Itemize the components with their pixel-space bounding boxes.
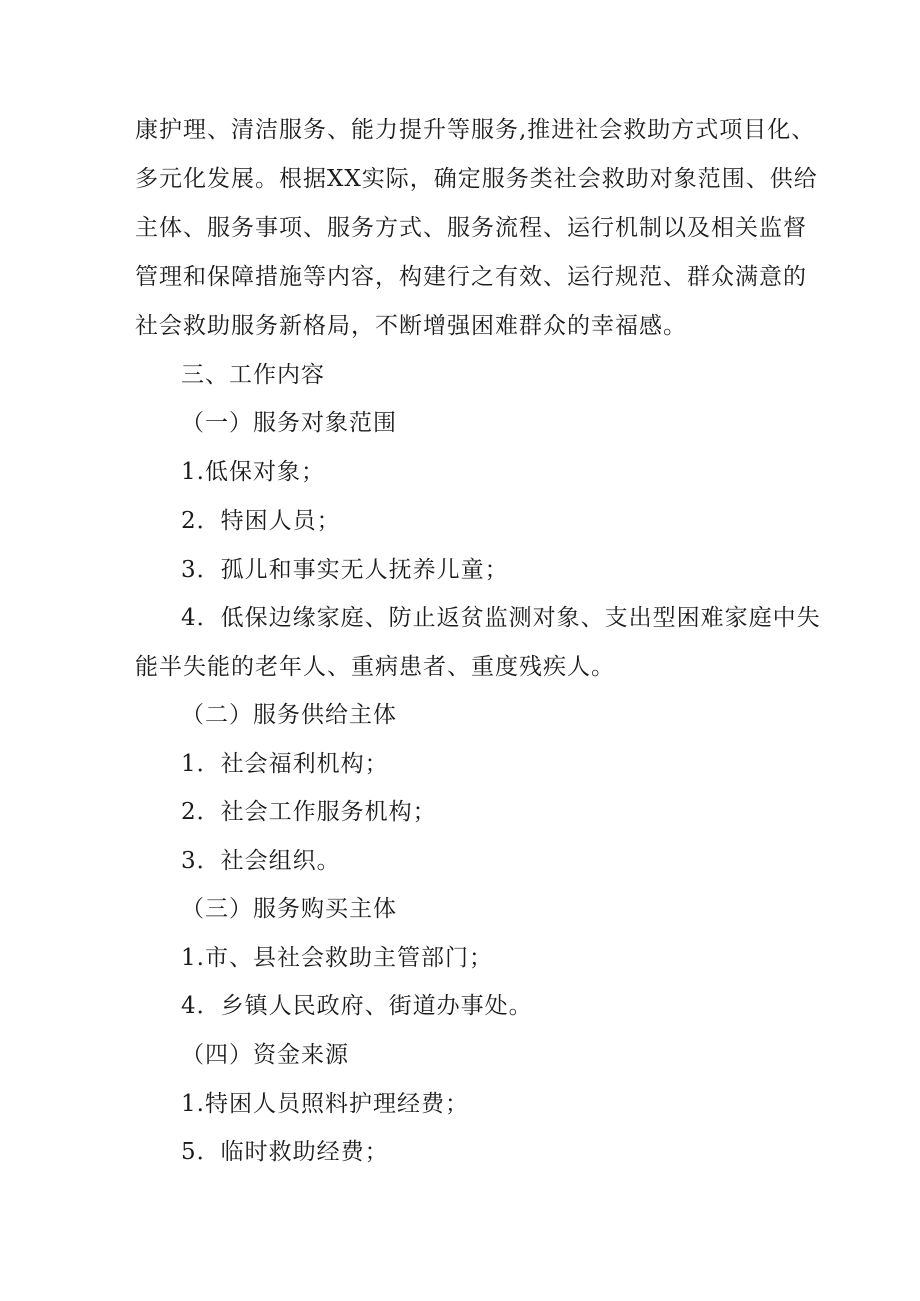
- subsection-heading: （二）服务供给主体: [181, 702, 397, 728]
- paragraph-line: 管理和保障措施等内容，构建行之有效、运行规范、群众满意的: [135, 264, 807, 290]
- subsection-heading: （四）资金来源: [181, 1042, 349, 1068]
- list-item: 1.市、县社会救助主管部门；: [181, 945, 493, 971]
- list-item: 3．孤儿和事实无人抚养儿童；: [181, 557, 509, 583]
- subsection-heading: （三）服务购买主体: [181, 896, 397, 922]
- list-item: 1.特困人员照料护理经费；: [181, 1091, 469, 1117]
- list-item: 4．乡镇人民政府、街道办事处。: [181, 993, 533, 1019]
- list-item-continuation: 能半失能的老年人、重病患者、重度残疾人。: [135, 654, 615, 680]
- section-heading: 三、工作内容: [181, 362, 325, 388]
- list-item: 2．特困人员；: [181, 508, 341, 534]
- paragraph-line: 康护理、清洁服务、能力提升等服务,推进社会救助方式项目化、: [135, 117, 816, 143]
- list-item: 1.低保对象；: [181, 459, 325, 485]
- paragraph-line: 主体、服务事项、服务方式、服务流程、运行机制以及相关监督: [135, 215, 807, 241]
- paragraph-line: 社会救助服务新格局，不断增强困难群众的幸福感。: [135, 313, 687, 339]
- paragraph-line: 多元化发展。根据XX实际，确定服务类社会救助对象范围、供给: [135, 166, 818, 192]
- subsection-heading: （一）服务对象范围: [181, 410, 397, 436]
- list-item: 4．低保边缘家庭、防止返贫监测对象、支出型困难家庭中失: [181, 605, 821, 631]
- list-item: 5．临时救助经费；: [181, 1139, 389, 1165]
- list-item: 3．社会组织。: [181, 848, 341, 874]
- list-item: 1．社会福利机构；: [181, 751, 389, 777]
- list-item: 2．社会工作服务机构；: [181, 799, 437, 825]
